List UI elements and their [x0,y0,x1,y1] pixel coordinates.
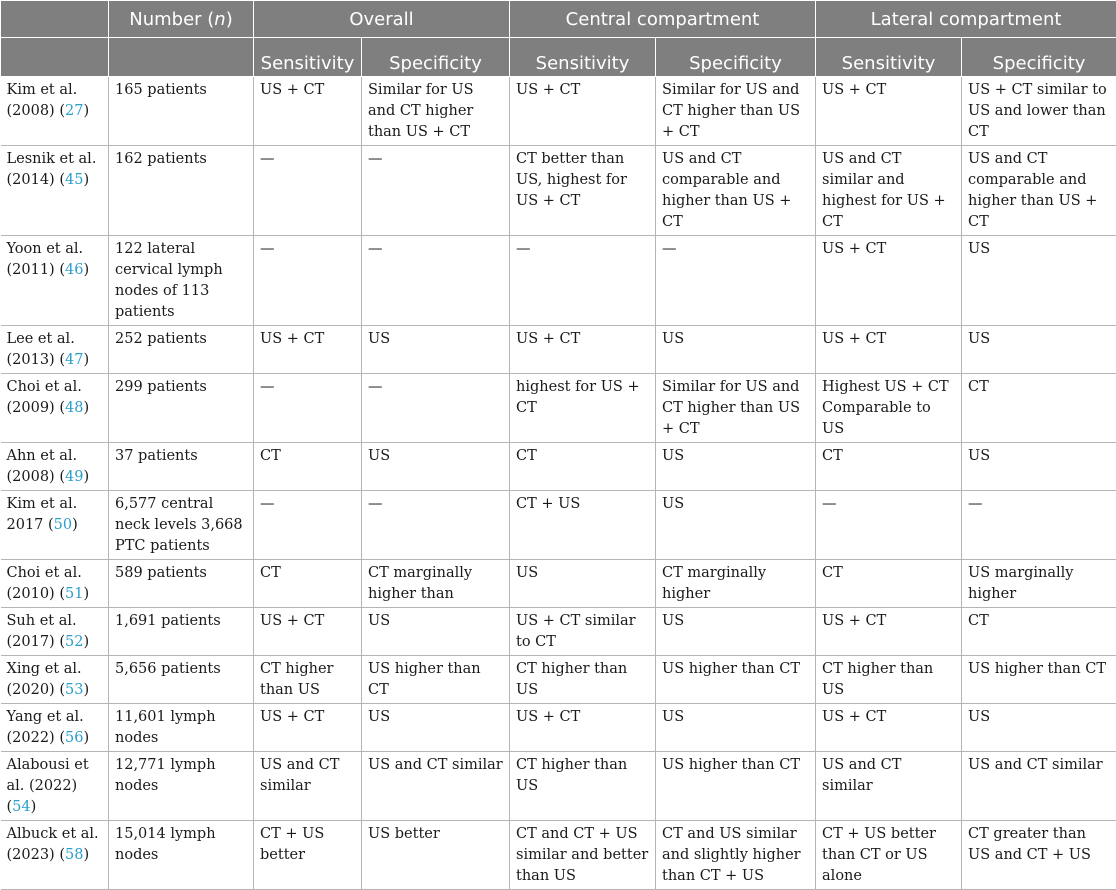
table-header [1,1,1116,77]
cell-lateral-sensitivity: CT + US better than CT or US alone [816,821,962,890]
cell-lateral-specificity: US [962,326,1116,374]
cell-lateral-sensitivity: US + CT [816,77,962,146]
cell-overall-sensitivity: CT [254,560,362,608]
cell-central-sensitivity: CT higher than US [510,752,656,821]
cell-lateral-specificity: US higher than CT [962,656,1116,704]
cell-overall-specificity: US [362,608,510,656]
reference-link[interactable]: 45 [65,172,83,188]
cell-overall-sensitivity: US + CT [254,608,362,656]
cell-central-specificity: US [656,608,816,656]
reference-link[interactable]: 56 [65,730,83,746]
table-row [1,608,1116,656]
cell-number: 299 patients [109,374,254,443]
header-central-compartment: Central compartment [510,1,816,38]
table-row [1,374,1116,443]
cell-lateral-sensitivity: CT [816,443,962,491]
reference-link[interactable]: 54 [12,799,30,815]
cell-overall-sensitivity: CT + US better [254,821,362,890]
cell-overall-sensitivity: CT [254,443,362,491]
subheader-lateral-specificity: Specificity [962,38,1116,77]
cell-central-specificity: Similar for US and CT higher than US + CT [656,77,816,146]
header-lateral-compartment: Lateral compartment [816,1,1116,38]
cell-overall-specificity: US [362,326,510,374]
header-number [109,1,254,38]
cell-overall-sensitivity: US + CT [254,326,362,374]
cell-central-specificity: US higher than CT [656,752,816,821]
cell-central-sensitivity: CT better than US, highest for US + CT [510,146,656,236]
cell-lateral-sensitivity: US and CT similar [816,752,962,821]
cell-central-sensitivity: US + CT [510,77,656,146]
cell-overall-specificity: US and CT similar [362,752,510,821]
cell-central-specificity: US [656,491,816,560]
table-row [1,560,1116,608]
cell-central-specificity: CT and US similar and slightly higher than CT + US [656,821,816,890]
table-row [1,704,1116,752]
cell-lateral-sensitivity: US and CT similar and highest for US + CT [816,146,962,236]
cell-overall-specificity: CT marginally higher than [362,560,510,608]
table-row [1,752,1116,821]
cell-overall-sensitivity: — [254,374,362,443]
cell-central-sensitivity: CT [510,443,656,491]
reference-link[interactable]: 48 [65,400,83,416]
cell-overall-sensitivity: — [254,146,362,236]
cell-study: Suh et al. (2017) (52) [1,608,109,656]
cell-lateral-specificity: US [962,443,1116,491]
cell-central-specificity: US higher than CT [656,656,816,704]
cell-study: Choi et al. (2009) (48) [1,374,109,443]
cell-central-sensitivity: CT and CT + US similar and better than US [510,821,656,890]
cell-study: Ahn et al. (2008) (49) [1,443,109,491]
table-row [1,443,1116,491]
subheader-overall-sensitivity: Sensitivity [254,38,362,77]
cell-overall-specificity: — [362,146,510,236]
subheader-central-specificity: Specificity [656,38,816,77]
cell-central-specificity: CT marginally higher [656,560,816,608]
cell-number: 165 patients [109,77,254,146]
cell-number: 12,771 lymph nodes [109,752,254,821]
cell-lateral-specificity: CT [962,374,1116,443]
subheader-lateral-sensitivity: Sensitivity [816,38,962,77]
reference-link[interactable]: 52 [65,634,83,650]
subheader-central-sensitivity: Sensitivity [510,38,656,77]
cell-overall-specificity: — [362,236,510,326]
table-row [1,146,1116,236]
cell-number: 162 patients [109,146,254,236]
cell-central-specificity: US [656,704,816,752]
cell-lateral-sensitivity: US + CT [816,704,962,752]
table-row [1,236,1116,326]
cell-number: 37 patients [109,443,254,491]
cell-number: 6,577 central neck levels 3,668 PTC patients [109,491,254,560]
cell-overall-sensitivity: — [254,491,362,560]
cell-lateral-sensitivity: — [816,491,962,560]
reference-link[interactable]: 49 [65,469,83,485]
table-row [1,326,1116,374]
cell-central-sensitivity: US + CT similar to CT [510,608,656,656]
cell-study: Yoon et al. (2011) (46) [1,236,109,326]
cell-study: Yang et al. (2022) (56) [1,704,109,752]
cell-central-sensitivity: CT + US [510,491,656,560]
cell-study: Kim et al. (2008) (27) [1,77,109,146]
cell-number: 252 patients [109,326,254,374]
cell-overall-specificity: US [362,704,510,752]
cell-central-specificity: — [656,236,816,326]
cell-overall-sensitivity: CT higher than US [254,656,362,704]
cell-study: Lee et al. (2013) (47) [1,326,109,374]
table-row [1,491,1116,560]
cell-lateral-sensitivity: US + CT [816,236,962,326]
cell-central-sensitivity: highest for US + CT [510,374,656,443]
cell-overall-sensitivity: US + CT [254,704,362,752]
header-study [1,1,109,38]
cell-study: Alabousi et al. (2022) (54) [1,752,109,821]
reference-link[interactable]: 53 [65,682,83,698]
cell-overall-specificity: Similar for US and CT higher than US + CT [362,77,510,146]
table-row [1,821,1116,890]
cell-central-sensitivity: CT higher than US [510,656,656,704]
cell-study: Xing et al. (2020) (53) [1,656,109,704]
reference-link[interactable]: 27 [65,103,83,119]
reference-link[interactable]: 47 [65,352,83,368]
cell-central-sensitivity: — [510,236,656,326]
reference-link[interactable]: 51 [65,586,83,602]
subheader-blank [1,38,109,77]
cell-lateral-specificity: US and CT similar [962,752,1116,821]
cell-lateral-specificity: US marginally higher [962,560,1116,608]
cell-study: Choi et al. (2010) (51) [1,560,109,608]
cell-number: 11,601 lymph nodes [109,704,254,752]
table-row [1,656,1116,704]
header-number-var: n [214,9,225,30]
table-row [1,77,1116,146]
cell-number: 5,656 patients [109,656,254,704]
cell-lateral-specificity: CT greater than US and CT + US [962,821,1116,890]
cell-lateral-specificity: CT [962,608,1116,656]
cell-overall-specificity: — [362,491,510,560]
cell-lateral-specificity: US [962,704,1116,752]
cell-lateral-sensitivity: US + CT [816,326,962,374]
cell-lateral-sensitivity: Highest US + CT Comparable to US [816,374,962,443]
cell-study: Albuck et al. (2023) (58) [1,821,109,890]
header-overall: Overall [254,1,510,38]
cell-overall-sensitivity: US and CT similar [254,752,362,821]
cell-number: 122 lateral cervical lymph nodes of 113 patients [109,236,254,326]
header-number-suffix: ) [226,9,233,30]
cell-overall-sensitivity: US + CT [254,77,362,146]
cell-central-sensitivity: US + CT [510,704,656,752]
cell-number: 15,014 lymph nodes [109,821,254,890]
cell-central-specificity: Similar for US and CT higher than US + CT [656,374,816,443]
reference-link[interactable]: 46 [65,262,83,278]
cell-study: Lesnik et al. (2014) (45) [1,146,109,236]
cell-central-specificity: US [656,443,816,491]
reference-link[interactable]: 50 [54,517,72,533]
table-body [1,77,1116,890]
cell-lateral-specificity: US + CT similar to US and lower than CT [962,77,1116,146]
cell-overall-specificity: US [362,443,510,491]
cell-central-sensitivity: US [510,560,656,608]
cell-lateral-specificity: — [962,491,1116,560]
cell-central-sensitivity: US + CT [510,326,656,374]
cell-number: 589 patients [109,560,254,608]
cell-central-specificity: US and CT comparable and higher than US + CT [656,146,816,236]
cell-number: 1,691 patients [109,608,254,656]
cell-overall-specificity: US better [362,821,510,890]
cell-lateral-sensitivity: CT higher than US [816,656,962,704]
cell-overall-specificity: — [362,374,510,443]
cell-study: Kim et al. 2017 (50) [1,491,109,560]
cell-overall-specificity: US higher than CT [362,656,510,704]
cell-lateral-specificity: US and CT comparable and higher than US + CT [962,146,1116,236]
header-number-prefix: Number ( [129,9,214,30]
subheader-blank [109,38,254,77]
cell-lateral-specificity: US [962,236,1116,326]
cell-lateral-sensitivity: CT [816,560,962,608]
cell-overall-sensitivity: — [254,236,362,326]
cell-central-specificity: US [656,326,816,374]
reference-link[interactable]: 58 [65,847,83,863]
cell-lateral-sensitivity: US + CT [816,608,962,656]
subheader-overall-specificity: Specificity [362,38,510,77]
